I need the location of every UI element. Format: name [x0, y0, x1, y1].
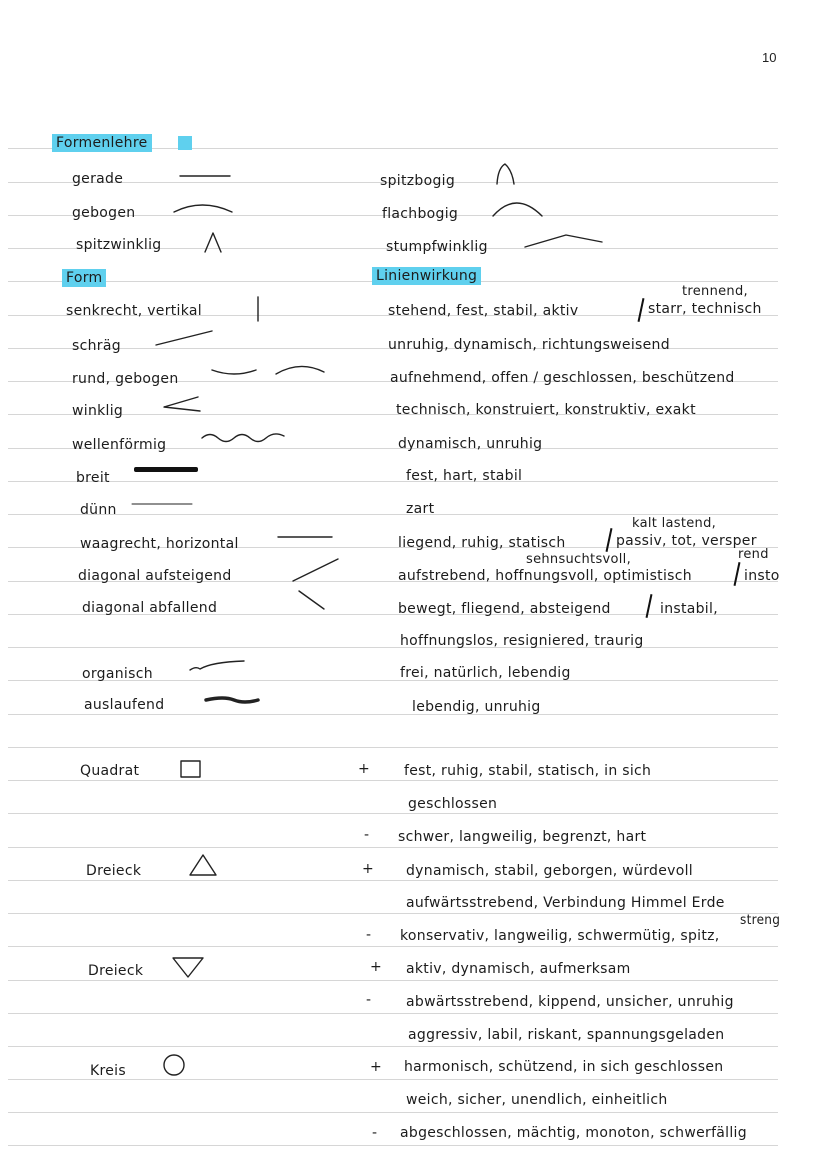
acute-angle-sketch	[202, 230, 226, 254]
kreis-minus-line: abgeschlossen, mächtig, monoton, schwerfällig	[400, 1125, 747, 1141]
kreis-plus-line: harmonisch, schützend, in sich geschlossen	[404, 1059, 724, 1075]
term-flachbogig: flachbogig	[382, 206, 459, 222]
wirkung-auslaufend: lebendig, unruhig	[412, 699, 541, 715]
sign-plus: +	[370, 1059, 383, 1075]
kreis-plus-line: weich, sicher, unendlich, einheitlich	[406, 1092, 668, 1108]
highlight-mark	[178, 136, 192, 150]
form-diagonal-aufsteigend: diagonal aufsteigend	[78, 568, 232, 584]
tapering-line-sketch	[204, 694, 260, 706]
shape-label-kreis: Kreis	[90, 1063, 126, 1079]
term-spitzwinklig: spitzwinklig	[76, 237, 162, 253]
form-organisch: organisch	[82, 666, 153, 682]
wirkung-schraeg: unruhig, dynamisch, richtungsweisend	[388, 337, 670, 353]
form-wellenfoermig: wellenförmig	[72, 437, 167, 453]
falling-diagonal-sketch	[296, 588, 328, 612]
wirkung-wellen: dynamisch, unruhig	[398, 436, 543, 452]
sign-plus: +	[362, 861, 375, 877]
shape-label-quadrat: Quadrat	[80, 763, 140, 779]
wirkung-rund: aufnehmend, offen / geschlossen, beschützend	[390, 370, 735, 386]
form-waagrecht: waagrecht, horizontal	[80, 536, 239, 552]
triangle-down-icon	[170, 954, 206, 980]
form-duenn: dünn	[80, 502, 117, 518]
thin-line-sketch	[130, 500, 196, 508]
triangle-up-icon	[186, 852, 220, 878]
wirkung-winklig: technisch, konstruiert, konstruktiv, exakt	[396, 402, 696, 418]
form-rund: rund, gebogen	[72, 371, 179, 387]
horizontal-line-sketch	[276, 532, 336, 542]
quadrat-plus-line: fest, ruhig, stabil, statisch, in sich	[404, 763, 652, 779]
wirkung-stehend: stehend, fest, stabil, aktiv	[388, 303, 579, 319]
form-senkrecht: senkrecht, vertikal	[66, 303, 202, 319]
quadrat-minus-line: schwer, langweilig, begrenzt, hart	[398, 829, 647, 845]
thick-line-sketch	[134, 467, 198, 472]
wirkung-starr: starr, technisch	[648, 301, 762, 317]
sign-minus: -	[366, 992, 372, 1008]
slash-mark	[606, 528, 613, 552]
dreieck-up-plus-line: dynamisch, stabil, geborgen, würdevoll	[406, 863, 693, 879]
sign-minus: -	[366, 927, 372, 943]
angle-lines-sketch	[160, 394, 204, 416]
wirkung-liegend: liegend, ruhig, statisch	[398, 535, 566, 551]
quadrat-plus-line: geschlossen	[408, 796, 498, 812]
organic-line-sketch	[188, 658, 248, 676]
dreieck-up-minus-line: konservativ, langweilig, schwermütig, spitz,	[400, 928, 720, 944]
heading-form: Form	[62, 269, 106, 287]
note-trennend: trennend,	[682, 284, 748, 299]
rising-diagonal-sketch	[290, 556, 342, 584]
flat-arch-sketch	[490, 196, 546, 218]
obtuse-angle-sketch	[522, 232, 606, 250]
wirkung-organisch: frei, natürlich, lebendig	[400, 665, 571, 681]
form-auslaufend: auslaufend	[84, 697, 165, 713]
dreieck-down-minus-line: abwärtsstrebend, kippend, unsicher, unruhig	[406, 994, 734, 1010]
curved-line-sketch	[172, 200, 236, 216]
dreieck-down-minus-line: aggressiv, labil, riskant, spannungsgeladen	[408, 1027, 725, 1043]
page-number: 10	[762, 50, 777, 65]
shape-label-dreieck-up: Dreieck	[86, 863, 142, 879]
note-rend: rend	[738, 547, 769, 562]
slash-mark	[734, 562, 741, 586]
note-sehnsuchtsvoll: sehnsuchtsvoll,	[526, 552, 632, 567]
dreieck-up-plus-line: aufwärtsstrebend, Verbindung Himmel Erde	[406, 895, 725, 911]
square-icon	[178, 758, 204, 780]
form-schraeg: schräg	[72, 338, 121, 354]
dreieck-down-plus-line: aktiv, dynamisch, aufmerksam	[406, 961, 631, 977]
slash-mark	[638, 298, 645, 322]
wirkung-instabil: instabil,	[660, 601, 718, 617]
wirkung-aufstrebend: aufstrebend, hoffnungsvoll, optimistisch	[398, 568, 692, 584]
circle-icon	[160, 1052, 188, 1078]
heading-linienwirkung: Linienwirkung	[372, 267, 481, 285]
wirkung-duenn: zart	[406, 501, 435, 517]
sign-minus: -	[364, 827, 370, 843]
shape-label-dreieck-down: Dreieck	[88, 963, 144, 979]
oblique-line-sketch	[154, 328, 216, 348]
wirkung-breit: fest, hart, stabil	[406, 468, 523, 484]
form-breit: breit	[76, 470, 110, 486]
wirkung-bewegt: bewegt, fliegend, absteigend	[398, 601, 611, 617]
heading-formenlehre: Formenlehre	[52, 134, 152, 152]
round-lines-sketch	[210, 362, 328, 382]
note-streng: streng	[740, 913, 781, 928]
term-spitzbogig: spitzbogig	[380, 173, 456, 189]
wirkung-hoffnungslos: hoffnungslos, resigniered, traurig	[400, 633, 644, 649]
term-gerade: gerade	[72, 171, 124, 187]
straight-line-sketch	[178, 172, 238, 182]
wirkung-insto: insto	[744, 568, 780, 584]
sign-minus: -	[372, 1125, 378, 1141]
note-kalt-lastend: kalt lastend,	[632, 516, 717, 531]
form-diagonal-abfallend: diagonal abfallend	[82, 600, 218, 616]
sign-plus: +	[358, 761, 371, 777]
form-winklig: winklig	[72, 403, 124, 419]
vertical-line-sketch	[254, 294, 264, 324]
term-gebogen: gebogen	[72, 205, 136, 221]
wirkung-passiv: passiv, tot, versper	[616, 533, 757, 549]
sign-plus: +	[370, 959, 383, 975]
pointed-arch-sketch	[494, 162, 518, 186]
term-stumpfwinklig: stumpfwinklig	[386, 239, 488, 255]
wavy-line-sketch	[200, 430, 290, 446]
